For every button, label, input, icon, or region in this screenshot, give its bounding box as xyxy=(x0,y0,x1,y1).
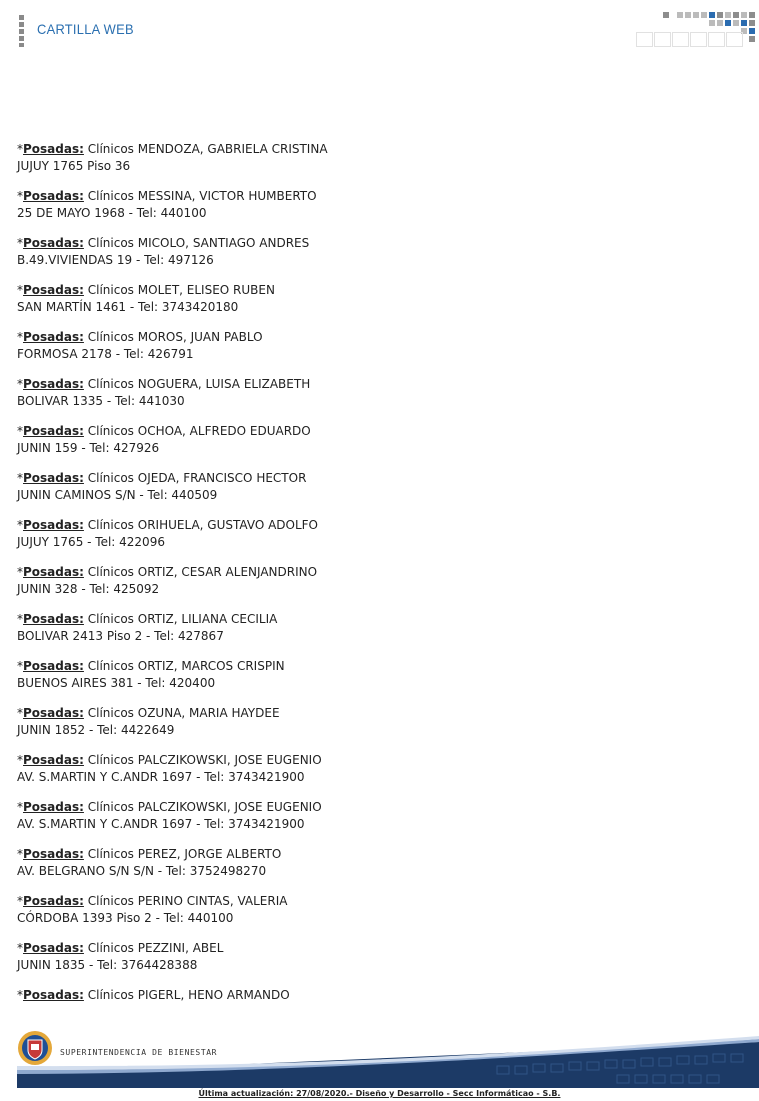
entry-address: BOLIVAR 2413 Piso 2 - Tel: 427867 xyxy=(17,629,224,643)
entry-location: Posadas: xyxy=(23,330,84,344)
list-item xyxy=(17,141,377,175)
entry-location: Posadas: xyxy=(23,189,84,203)
entry-specialty: Clínicos xyxy=(87,471,134,485)
header-grid-decoration xyxy=(634,12,759,48)
entry-address: BUENOS AIRES 381 - Tel: 420400 xyxy=(17,676,216,690)
entry-specialty: Clínicos xyxy=(87,988,134,1002)
entry-specialty: Clínicos xyxy=(87,377,134,391)
list-item xyxy=(17,893,377,927)
entry-specialty: Clínicos xyxy=(87,424,134,438)
entry-specialty: Clínicos xyxy=(87,706,134,720)
entry-prefix: * xyxy=(17,189,23,203)
list-item xyxy=(17,987,377,1004)
entry-specialty: Clínicos xyxy=(87,659,134,673)
entry-prefix: * xyxy=(17,659,23,673)
entry-name: PALCZIKOWSKI, JOSE EUGENIO xyxy=(137,800,322,814)
entry-address: BOLIVAR 1335 - Tel: 441030 xyxy=(17,394,185,408)
list-item xyxy=(17,940,377,974)
entry-location: Posadas: xyxy=(23,847,84,861)
list-item xyxy=(17,564,377,598)
entry-location: Posadas: xyxy=(23,659,84,673)
entry-prefix: * xyxy=(17,988,23,1002)
entry-address: JUNIN 159 - Tel: 427926 xyxy=(17,441,160,455)
list-item xyxy=(17,235,377,269)
entry-prefix: * xyxy=(17,330,23,344)
entry-specialty: Clínicos xyxy=(87,753,134,767)
entry-prefix: * xyxy=(17,377,23,391)
entry-name: NOGUERA, LUISA ELIZABETH xyxy=(137,377,311,391)
entry-location: Posadas: xyxy=(23,142,84,156)
entry-prefix: * xyxy=(17,894,23,908)
list-item xyxy=(17,846,377,880)
entry-prefix: * xyxy=(17,424,23,438)
entry-specialty: Clínicos xyxy=(87,565,134,579)
entry-location: Posadas: xyxy=(23,612,84,626)
provider-list xyxy=(17,141,377,1017)
entry-name: MOROS, JUAN PABLO xyxy=(137,330,263,344)
entry-name: MOLET, ELISEO RUBEN xyxy=(137,283,275,297)
list-item xyxy=(17,658,377,692)
entry-address: 25 DE MAYO 1968 - Tel: 440100 xyxy=(17,206,207,220)
entry-address: JUNIN 1835 - Tel: 3764428388 xyxy=(17,958,198,972)
entry-prefix: * xyxy=(17,518,23,532)
entry-specialty: Clínicos xyxy=(87,941,134,955)
list-item xyxy=(17,517,377,551)
list-item xyxy=(17,470,377,504)
entry-name: ORIHUELA, GUSTAVO ADOLFO xyxy=(137,518,318,532)
entry-prefix: * xyxy=(17,753,23,767)
entry-address: JUNIN 1852 - Tel: 4422649 xyxy=(17,723,175,737)
entry-specialty: Clínicos xyxy=(87,612,134,626)
list-item xyxy=(17,423,377,457)
entry-location: Posadas: xyxy=(23,988,84,1002)
entry-specialty: Clínicos xyxy=(87,847,134,861)
entry-prefix: * xyxy=(17,471,23,485)
entry-address: JUNIN 328 - Tel: 425092 xyxy=(17,582,160,596)
entry-prefix: * xyxy=(17,941,23,955)
last-update-note: Última actualización: 27/08/2020.- Diseño y Desarrollo - Secc Informáticao - S.B. xyxy=(198,1089,561,1098)
entry-name: PALCZIKOWSKI, JOSE EUGENIO xyxy=(137,753,322,767)
list-item xyxy=(17,376,377,410)
footer-banner xyxy=(17,1030,759,1088)
entry-name: PEZZINI, ABEL xyxy=(137,941,224,955)
entry-specialty: Clínicos xyxy=(87,800,134,814)
entry-specialty: Clínicos xyxy=(87,330,134,344)
list-item xyxy=(17,705,377,739)
entry-address: AV. BELGRANO S/N S/N - Tel: 3752498270 xyxy=(17,864,267,878)
list-item xyxy=(17,282,377,316)
organization-name: SUPERINTENDENCIA DE BIENESTAR xyxy=(60,1048,218,1057)
entry-name: MICOLO, SANTIAGO ANDRES xyxy=(137,236,310,250)
header-bar-icon xyxy=(19,15,24,47)
entry-name: PERINO CINTAS, VALERIA xyxy=(137,894,288,908)
list-item xyxy=(17,188,377,222)
entry-address: B.49.VIVIENDAS 19 - Tel: 497126 xyxy=(17,253,214,267)
entry-location: Posadas: xyxy=(23,518,84,532)
entry-location: Posadas: xyxy=(23,236,84,250)
entry-name: ORTIZ, LILIANA CECILIA xyxy=(137,612,278,626)
organization-seal-icon xyxy=(17,1030,53,1066)
list-item xyxy=(17,329,377,363)
entry-name: MESSINA, VICTOR HUMBERTO xyxy=(137,189,317,203)
entry-specialty: Clínicos xyxy=(87,283,134,297)
entry-prefix: * xyxy=(17,565,23,579)
list-item xyxy=(17,799,377,833)
entry-prefix: * xyxy=(17,847,23,861)
entry-prefix: * xyxy=(17,800,23,814)
entry-prefix: * xyxy=(17,612,23,626)
entry-name: ORTIZ, MARCOS CRISPIN xyxy=(137,659,285,673)
entry-name: PEREZ, JORGE ALBERTO xyxy=(137,847,282,861)
entry-address: FORMOSA 2178 - Tel: 426791 xyxy=(17,347,194,361)
entry-address: JUNIN CAMINOS S/N - Tel: 440509 xyxy=(17,488,218,502)
entry-location: Posadas: xyxy=(23,471,84,485)
entry-name: OJEDA, FRANCISCO HECTOR xyxy=(137,471,307,485)
entry-address: AV. S.MARTIN Y C.ANDR 1697 - Tel: 3743421900 xyxy=(17,817,305,831)
entry-location: Posadas: xyxy=(23,424,84,438)
entry-location: Posadas: xyxy=(23,377,84,391)
entry-address: JUJUY 1765 - Tel: 422096 xyxy=(17,535,165,549)
entry-location: Posadas: xyxy=(23,753,84,767)
entry-address: SAN MARTÍN 1461 - Tel: 3743420180 xyxy=(17,300,239,314)
entry-location: Posadas: xyxy=(23,941,84,955)
entry-location: Posadas: xyxy=(23,706,84,720)
entry-location: Posadas: xyxy=(23,800,84,814)
entry-name: ORTIZ, CESAR ALENJANDRINO xyxy=(137,565,318,579)
list-item xyxy=(17,611,377,645)
entry-specialty: Clínicos xyxy=(87,236,134,250)
entry-specialty: Clínicos xyxy=(87,142,134,156)
list-item xyxy=(17,752,377,786)
entry-specialty: Clínicos xyxy=(87,894,134,908)
entry-prefix: * xyxy=(17,142,23,156)
entry-name: MENDOZA, GABRIELA CRISTINA xyxy=(137,142,328,156)
entry-name: OCHOA, ALFREDO EDUARDO xyxy=(137,424,311,438)
entry-location: Posadas: xyxy=(23,894,84,908)
entry-address: JUJUY 1765 Piso 36 xyxy=(17,159,131,173)
entry-prefix: * xyxy=(17,236,23,250)
entry-specialty: Clínicos xyxy=(87,189,134,203)
entry-prefix: * xyxy=(17,283,23,297)
entry-specialty: Clínicos xyxy=(87,518,134,532)
entry-name: PIGERL, HENO ARMANDO xyxy=(137,988,290,1002)
page-title: CARTILLA WEB xyxy=(37,21,134,37)
entry-prefix: * xyxy=(17,706,23,720)
entry-address: AV. S.MARTIN Y C.ANDR 1697 - Tel: 3743421900 xyxy=(17,770,305,784)
entry-location: Posadas: xyxy=(23,283,84,297)
entry-address: CÓRDOBA 1393 Piso 2 - Tel: 440100 xyxy=(17,911,234,925)
entry-location: Posadas: xyxy=(23,565,84,579)
entry-name: OZUNA, MARIA HAYDEE xyxy=(137,706,280,720)
